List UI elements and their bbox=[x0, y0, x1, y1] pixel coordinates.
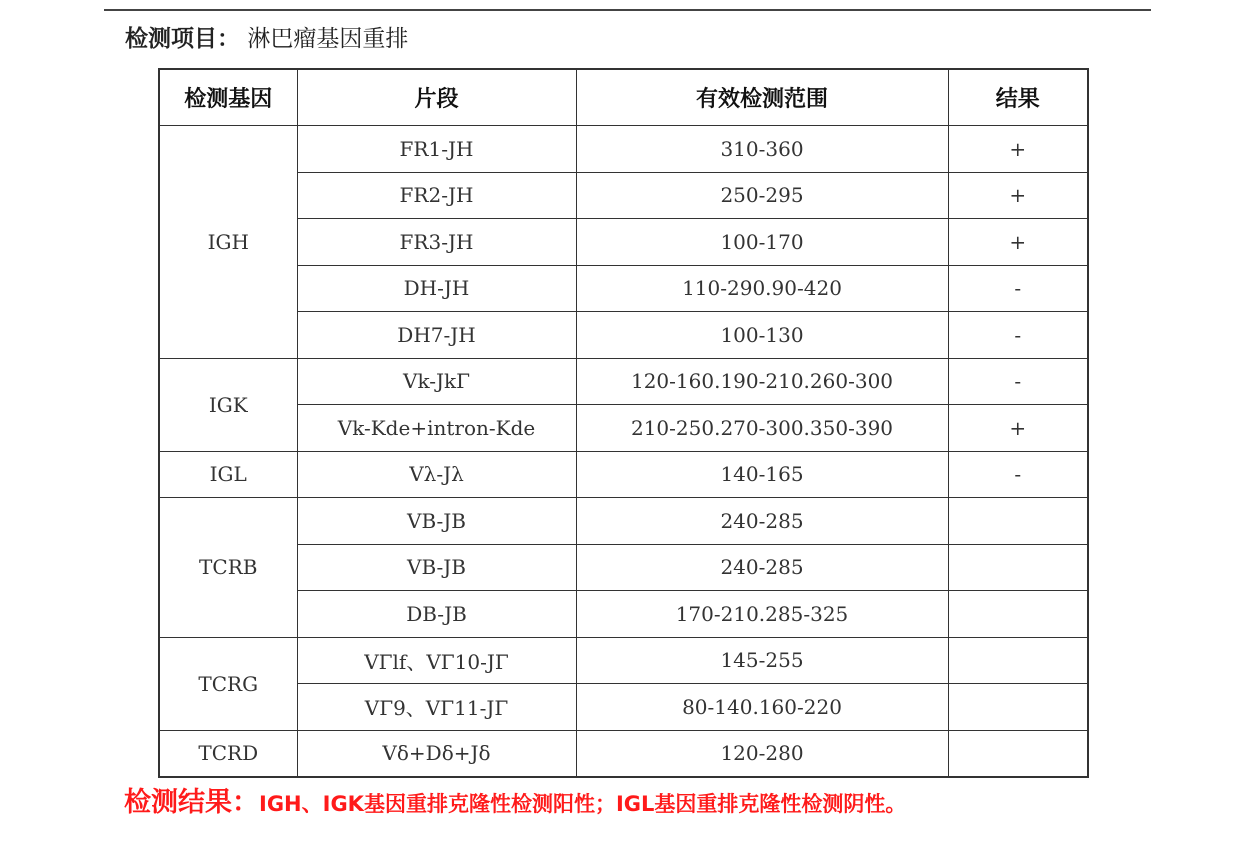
header-segment: 片段 bbox=[297, 69, 576, 126]
test-item-value: 淋巴瘤基因重排 bbox=[247, 26, 409, 52]
range-cell: 250-295 bbox=[576, 172, 948, 219]
range-cell: 110-290.90-420 bbox=[576, 265, 948, 312]
segment-cell: Vk-Kde+intron-Kde bbox=[297, 405, 576, 452]
summary-text: IGH、IGK基因重排克隆性检测阳性；IGL基因重排克隆性检测阴性。 bbox=[259, 792, 907, 816]
result-cell bbox=[948, 684, 1088, 731]
result-cell bbox=[948, 544, 1088, 591]
segment-cell: VB-JB bbox=[297, 544, 576, 591]
table-row bbox=[159, 591, 1088, 638]
result-cell: - bbox=[948, 358, 1088, 405]
range-cell: 310-360 bbox=[576, 126, 948, 173]
gene-cell: TCRD bbox=[159, 730, 297, 777]
table-row bbox=[159, 451, 1088, 498]
table-row bbox=[159, 405, 1088, 452]
segment-cell: Vk-JkΓ bbox=[297, 358, 576, 405]
top-divider bbox=[104, 9, 1151, 11]
table-row bbox=[159, 498, 1088, 545]
result-cell bbox=[948, 730, 1088, 777]
range-cell: 140-165 bbox=[576, 451, 948, 498]
table-row bbox=[159, 684, 1088, 731]
result-summary bbox=[124, 780, 906, 819]
gene-cell: TCRB bbox=[159, 498, 297, 638]
segment-cell: Vδ+Dδ+Jδ bbox=[297, 730, 576, 777]
segment-cell: DB-JB bbox=[297, 591, 576, 638]
range-cell: 120-280 bbox=[576, 730, 948, 777]
range-cell: 145-255 bbox=[576, 637, 948, 684]
segment-cell: FR1-JH bbox=[297, 126, 576, 173]
test-item-label: 检测项目： bbox=[125, 26, 240, 52]
gene-rearrangement-table bbox=[158, 68, 1089, 778]
result-cell: - bbox=[948, 265, 1088, 312]
gene-cell: TCRG bbox=[159, 637, 297, 730]
summary-label: 检测结果： bbox=[124, 787, 259, 818]
range-cell: 240-285 bbox=[576, 498, 948, 545]
table-row bbox=[159, 544, 1088, 591]
table-row bbox=[159, 265, 1088, 312]
result-cell: - bbox=[948, 312, 1088, 359]
segment-cell: VB-JB bbox=[297, 498, 576, 545]
test-item-line bbox=[125, 22, 408, 56]
table-row bbox=[159, 312, 1088, 359]
range-cell: 240-285 bbox=[576, 544, 948, 591]
range-cell: 170-210.285-325 bbox=[576, 591, 948, 638]
range-cell: 100-130 bbox=[576, 312, 948, 359]
result-cell bbox=[948, 591, 1088, 638]
segment-cell: DH-JH bbox=[297, 265, 576, 312]
table-row bbox=[159, 126, 1088, 173]
result-cell: - bbox=[948, 451, 1088, 498]
range-cell: 80-140.160-220 bbox=[576, 684, 948, 731]
table-row bbox=[159, 358, 1088, 405]
result-cell: + bbox=[948, 219, 1088, 266]
table-row bbox=[159, 730, 1088, 777]
range-cell: 210-250.270-300.350-390 bbox=[576, 405, 948, 452]
segment-cell: VΓlf、VΓ10-JΓ bbox=[297, 637, 576, 684]
result-cell: + bbox=[948, 172, 1088, 219]
gene-cell: IGK bbox=[159, 358, 297, 451]
header-range: 有效检测范围 bbox=[576, 69, 948, 126]
segment-cell: Vλ-Jλ bbox=[297, 451, 576, 498]
gene-cell: IGH bbox=[159, 126, 297, 359]
segment-cell: DH7-JH bbox=[297, 312, 576, 359]
table-row bbox=[159, 637, 1088, 684]
result-cell bbox=[948, 498, 1088, 545]
table-header-row bbox=[159, 69, 1088, 126]
result-cell: + bbox=[948, 405, 1088, 452]
result-cell bbox=[948, 637, 1088, 684]
gene-cell: IGL bbox=[159, 451, 297, 498]
segment-cell: FR3-JH bbox=[297, 219, 576, 266]
segment-cell: FR2-JH bbox=[297, 172, 576, 219]
range-cell: 100-170 bbox=[576, 219, 948, 266]
table-row bbox=[159, 219, 1088, 266]
range-cell: 120-160.190-210.260-300 bbox=[576, 358, 948, 405]
table-row bbox=[159, 172, 1088, 219]
header-result: 结果 bbox=[948, 69, 1088, 126]
segment-cell: VΓ9、VΓ11-JΓ bbox=[297, 684, 576, 731]
result-cell: + bbox=[948, 126, 1088, 173]
header-gene: 检测基因 bbox=[159, 69, 297, 126]
